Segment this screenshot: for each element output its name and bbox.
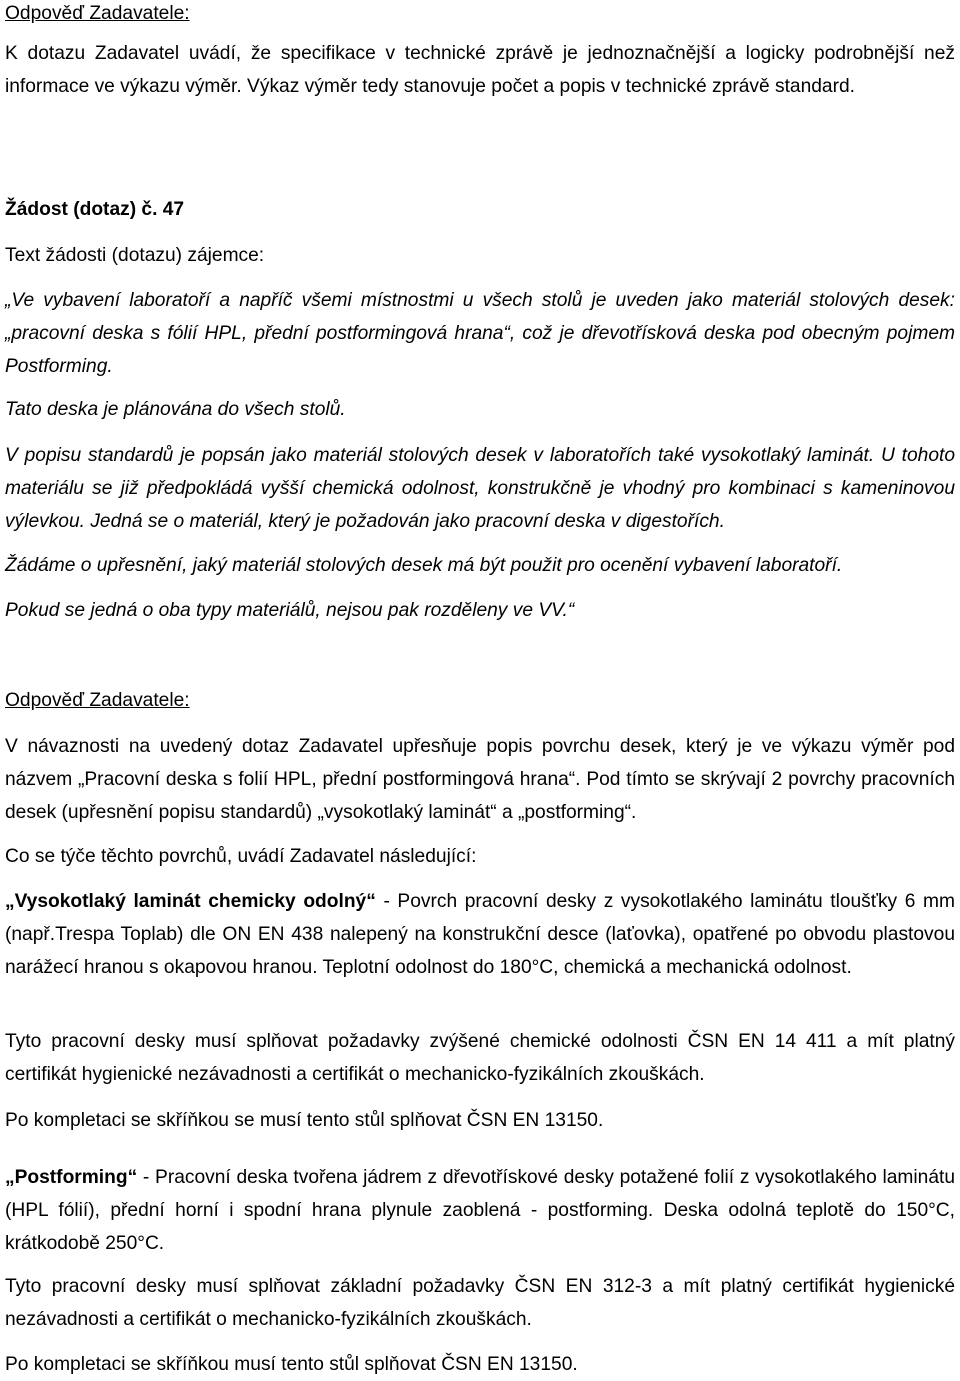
request-quote-paragraph: Tato deska je plánována do všech stolů. xyxy=(5,399,346,420)
postforming-description: - Pracovní deska tvořena jádrem z dřevotřískové desky potažené folií z vysokotlakého laminátu (HPL fólií), přední horní i spodní hrana plynule zaoblená - postforming. Deska odolná teplotě do 150°C, krátkodobě 250°C. xyxy=(5,1167,955,1254)
laminate-description: - Povrch pracovní desky z vysokotlakého laminátu tloušťky 6 mm (např.Trespa Toplab) dle ON EN 438 nalepený na konstrukční desce (laťovka), opatřené po obvodu plastovou narážecí hranou s okapovou hranou. Teplotní odolnost do 180°C, chemická a mechanická odolnost. xyxy=(5,891,956,978)
laminate-term: „Vysokotlaký laminát chemicky odolný“ xyxy=(5,891,376,912)
laminate-standard: Po kompletaci se skříňkou se musí tento stůl splňovat ČSN EN 13150. xyxy=(5,1110,604,1131)
postforming-requirements: Tyto pracovní desky musí splňovat základní požadavky ČSN EN 312-3 a mít platný certifikát hygienické nezávadnosti a certifikát o mechanicko-fyzikálních zkouškách. xyxy=(5,1276,955,1330)
answer-heading: Odpověď Zadavatele: xyxy=(5,3,190,24)
postforming-standard: Po kompletaci se skříňkou musí tento stůl splňovat ČSN EN 13150. xyxy=(5,1354,578,1375)
request-quote-paragraph: „Ve vybavení laboratoří a napříč všemi místnostmi u všech stolů je uveden jako materiál stolových desek: „pracovní deska s fólií HPL, přední postformingová hrana“, což je dřevotřísková deska pod obecným pojmem Postforming. xyxy=(5,290,955,377)
laminate-definition xyxy=(5,885,955,984)
request-quote-paragraph: Žádáme o upřesnění, jaký materiál stolových desek má být použit pro ocenění vybavení laboratoří. xyxy=(5,555,843,576)
request-quote-paragraph: Pokud se jedná o oba typy materiálů, nejsou pak rozděleny ve VV.“ xyxy=(5,600,575,621)
answer-paragraph: K dotazu Zadavatel uvádí, že specifikace v technické zprávě je jednoznačnější a logicky podrobnější než informace ve výkazu výměr. Výkaz výměr tedy stanovuje počet a popis v technické zprávě standard. xyxy=(5,43,955,97)
postforming-term: „Postforming“ xyxy=(5,1167,138,1188)
request-quote-paragraph: V popisu standardů je popsán jako materiál stolových desek v laboratořích také vysokotlaký laminát. U tohoto materiálu se již předpokládá vyšší chemická odolnost, konstrukčně je vhodný pro kombinaci s kameninovou výlevkou. Jedná se o materiál, který je požadován jako pracovní deska v digestořích. xyxy=(5,445,955,532)
answer-heading: Odpověď Zadavatele: xyxy=(5,690,190,711)
request-label: Text žádosti (dotazu) zájemce: xyxy=(5,245,265,266)
postforming-definition xyxy=(5,1161,955,1260)
laminate-requirements: Tyto pracovní desky musí splňovat požadavky zvýšené chemické odolnosti ČSN EN 14 411 a mít platný certifikát hygienické nezávadnosti a certifikát o mechanicko-fyzikálních zkouškách. xyxy=(5,1031,955,1085)
answer-paragraph: V návaznosti na uvedený dotaz Zadavatel upřesňuje popis povrchu desek, který je ve výkazu výměr pod názvem „Pracovní deska s folií HPL, přední postformingová hrana“. Pod tímto se skrývají 2 povrchy pracovních desek (upřesnění popisu standardů) „vysokotlaký laminát“ a „postforming“. xyxy=(5,736,955,823)
answer-paragraph: Co se týče těchto povrchů, uvádí Zadavatel následující: xyxy=(5,846,477,867)
request-title: Žádost (dotaz) č. 47 xyxy=(5,199,185,220)
